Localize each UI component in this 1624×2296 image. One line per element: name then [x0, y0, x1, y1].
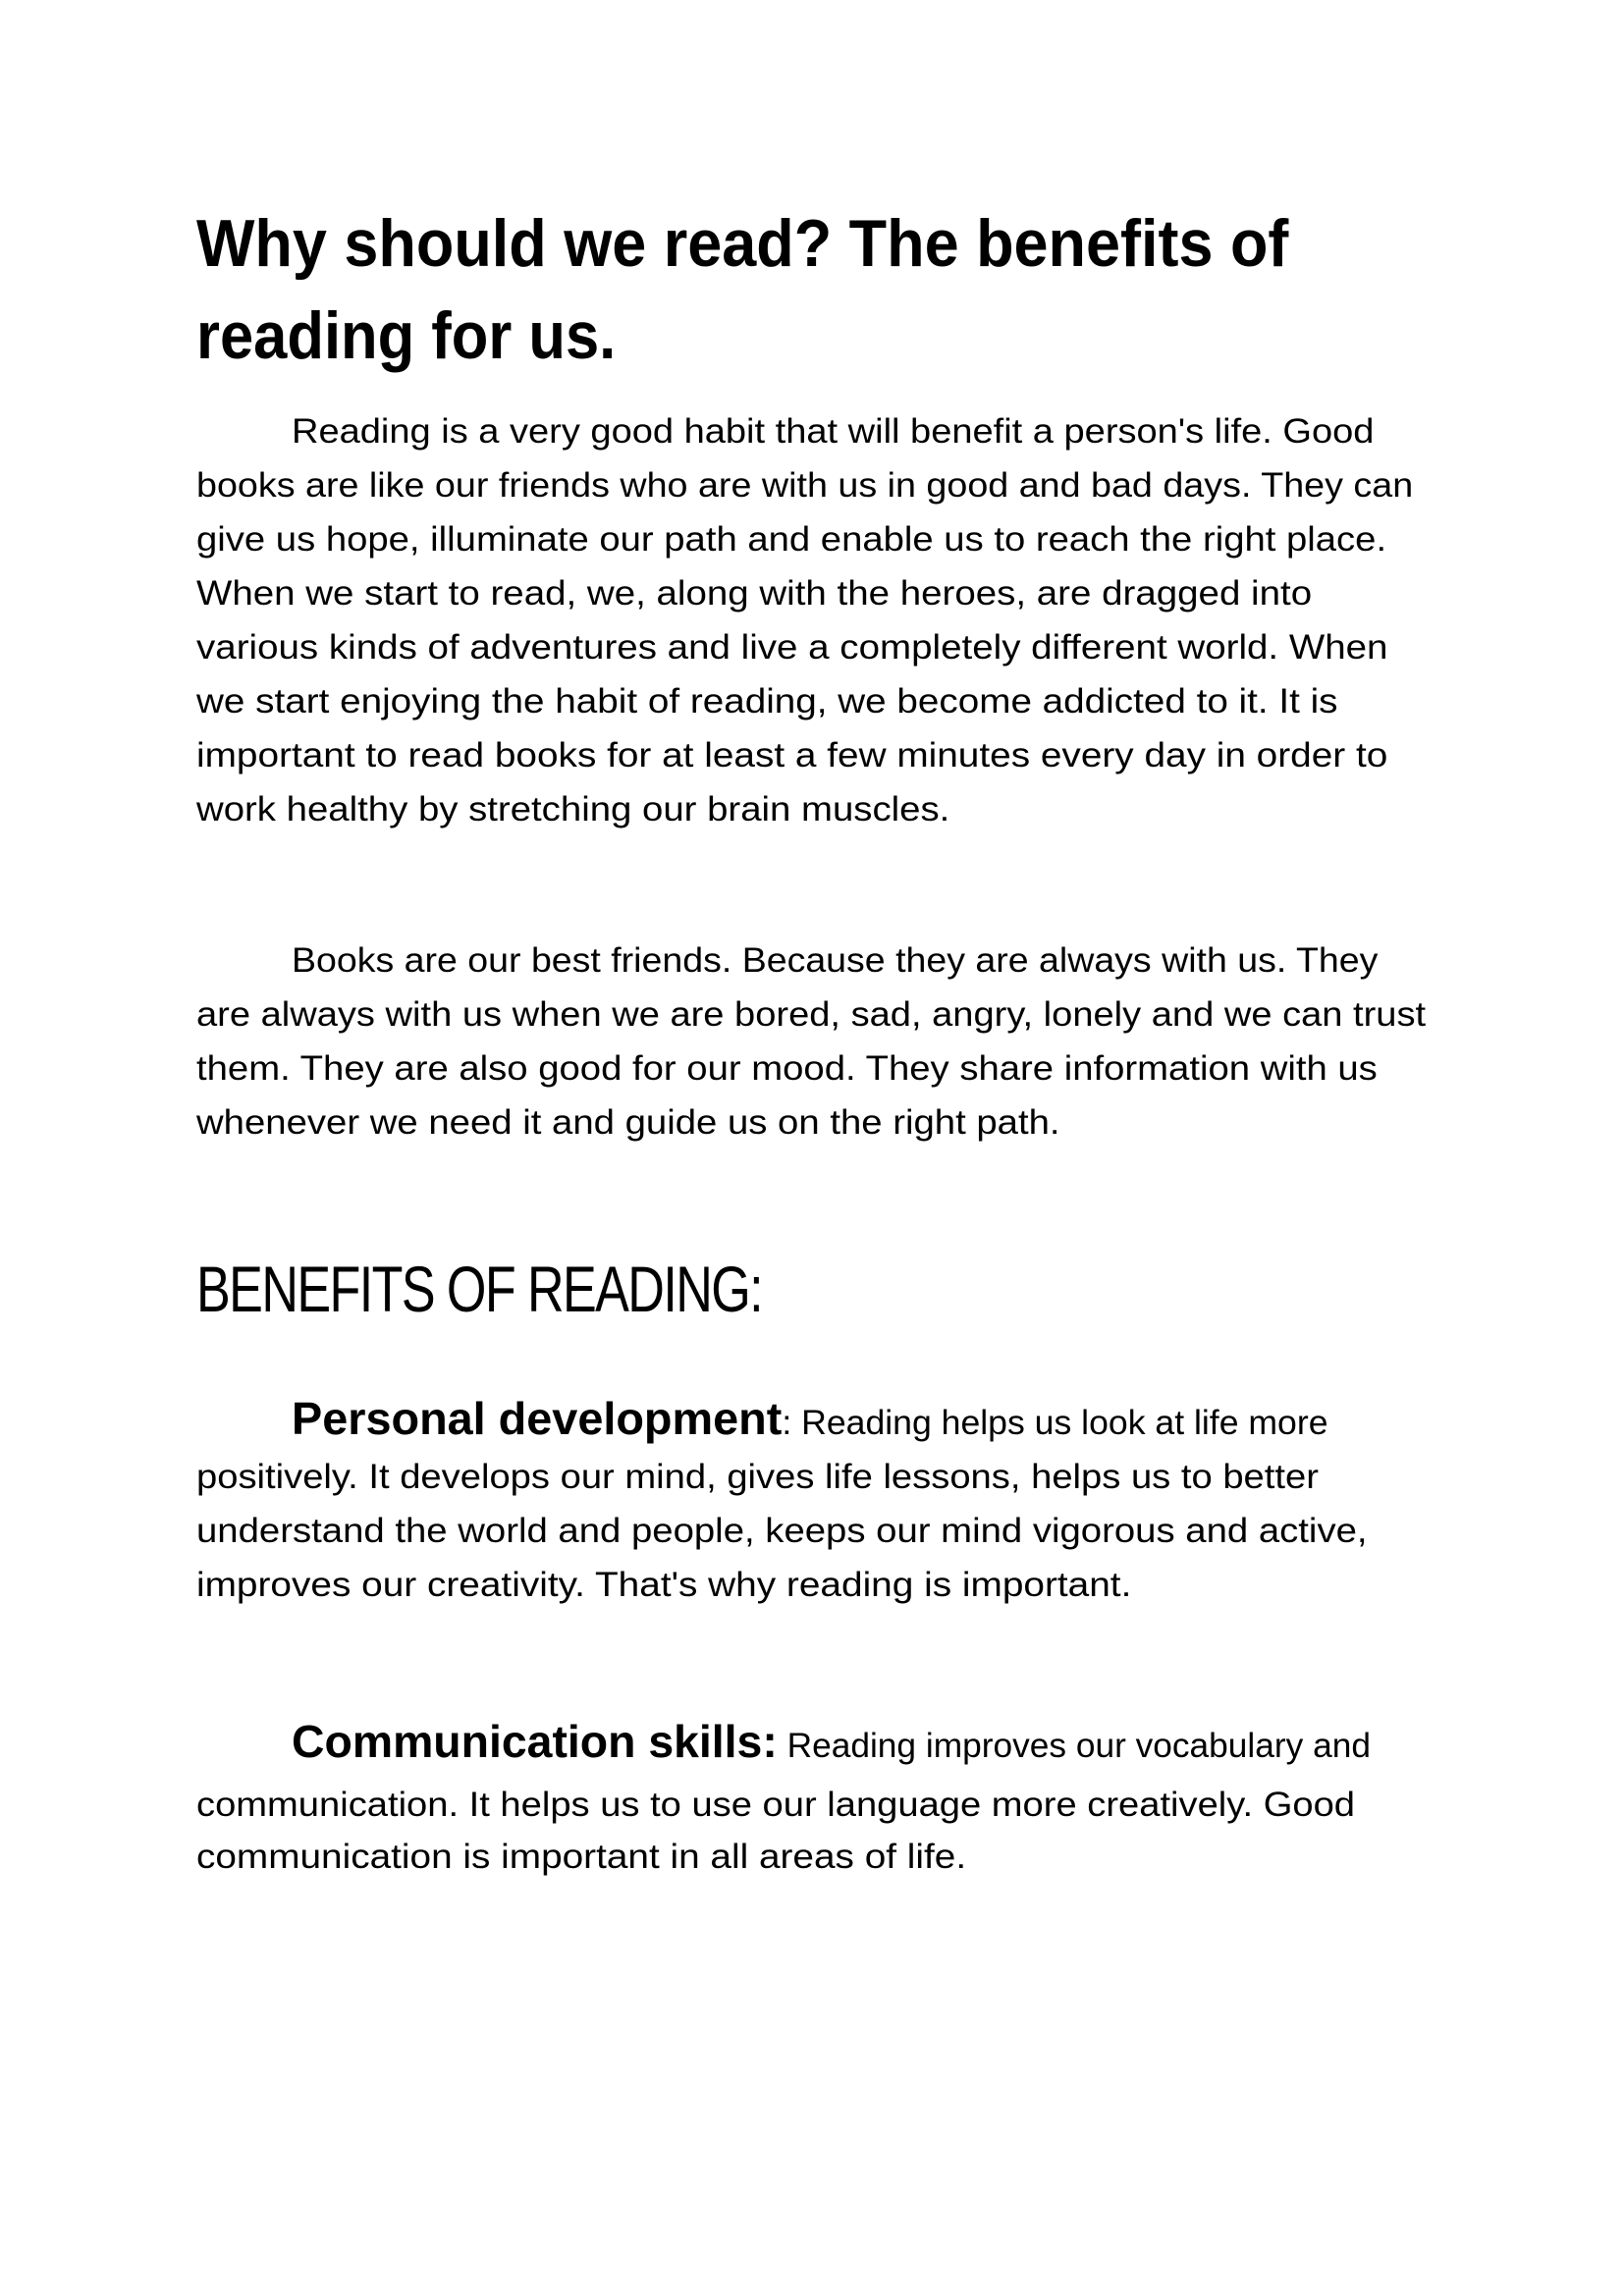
paragraph-line: positively. It develops our mind, gives life lessons, helps us to better: [196, 1458, 1319, 1496]
paragraph-line: improves our creativity. That's why reading is important.: [196, 1566, 1132, 1604]
title-line-1: Why should we read? The benefits of: [196, 206, 1289, 281]
benefit-first-line: [292, 1716, 1371, 1767]
benefit-first-line: [292, 1393, 1328, 1444]
paragraph-line: work healthy by stretching our brain muscles.: [196, 790, 950, 828]
benefit-text: Reading helps us look at life more: [791, 1404, 1328, 1442]
paragraph-line: Books are our best friends. Because they are always with us. They: [292, 941, 1379, 980]
paragraph-line: books are like our friends who are with us in good and bad days. They can: [196, 466, 1414, 505]
paragraph-line: whenever we need it and guide us on the right path.: [196, 1103, 1060, 1142]
paragraph-line: them. They are also good for our mood. They share information with us: [196, 1049, 1378, 1088]
paragraph-line: communication. It helps us to use our language more creatively. Good: [196, 1786, 1355, 1824]
paragraph-line: When we start to read, we, along with the heroes, are dragged into: [196, 574, 1313, 613]
paragraph-line: we start enjoying the habit of reading, we become addicted to it. It is: [196, 682, 1338, 721]
benefit-text: Reading improves our vocabulary and: [777, 1727, 1371, 1765]
paragraph-line: various kinds of adventures and live a completely different world. When: [196, 628, 1388, 667]
paragraph-line: understand the world and people, keeps our mind vigorous and active,: [196, 1512, 1368, 1550]
title-line-2: reading for us.: [196, 298, 617, 373]
section-heading: BENEFITS OF READING:: [196, 1253, 763, 1325]
paragraph-line: give us hope, illuminate our path and enable us to reach the right place.: [196, 520, 1387, 559]
benefit-label: Personal development: [292, 1393, 783, 1444]
paragraph-line: are always with us when we are bored, sad, angry, lonely and we can trust: [196, 995, 1427, 1034]
benefit-separator: :: [782, 1404, 792, 1442]
paragraph-line: Reading is a very good habit that will benefit a person's life. Good: [292, 412, 1375, 451]
paragraph-line: communication is important in all areas of life.: [196, 1838, 967, 1876]
paragraph-line: important to read books for at least a few minutes every day in order to: [196, 736, 1388, 774]
benefit-label: Communication skills:: [292, 1716, 778, 1767]
